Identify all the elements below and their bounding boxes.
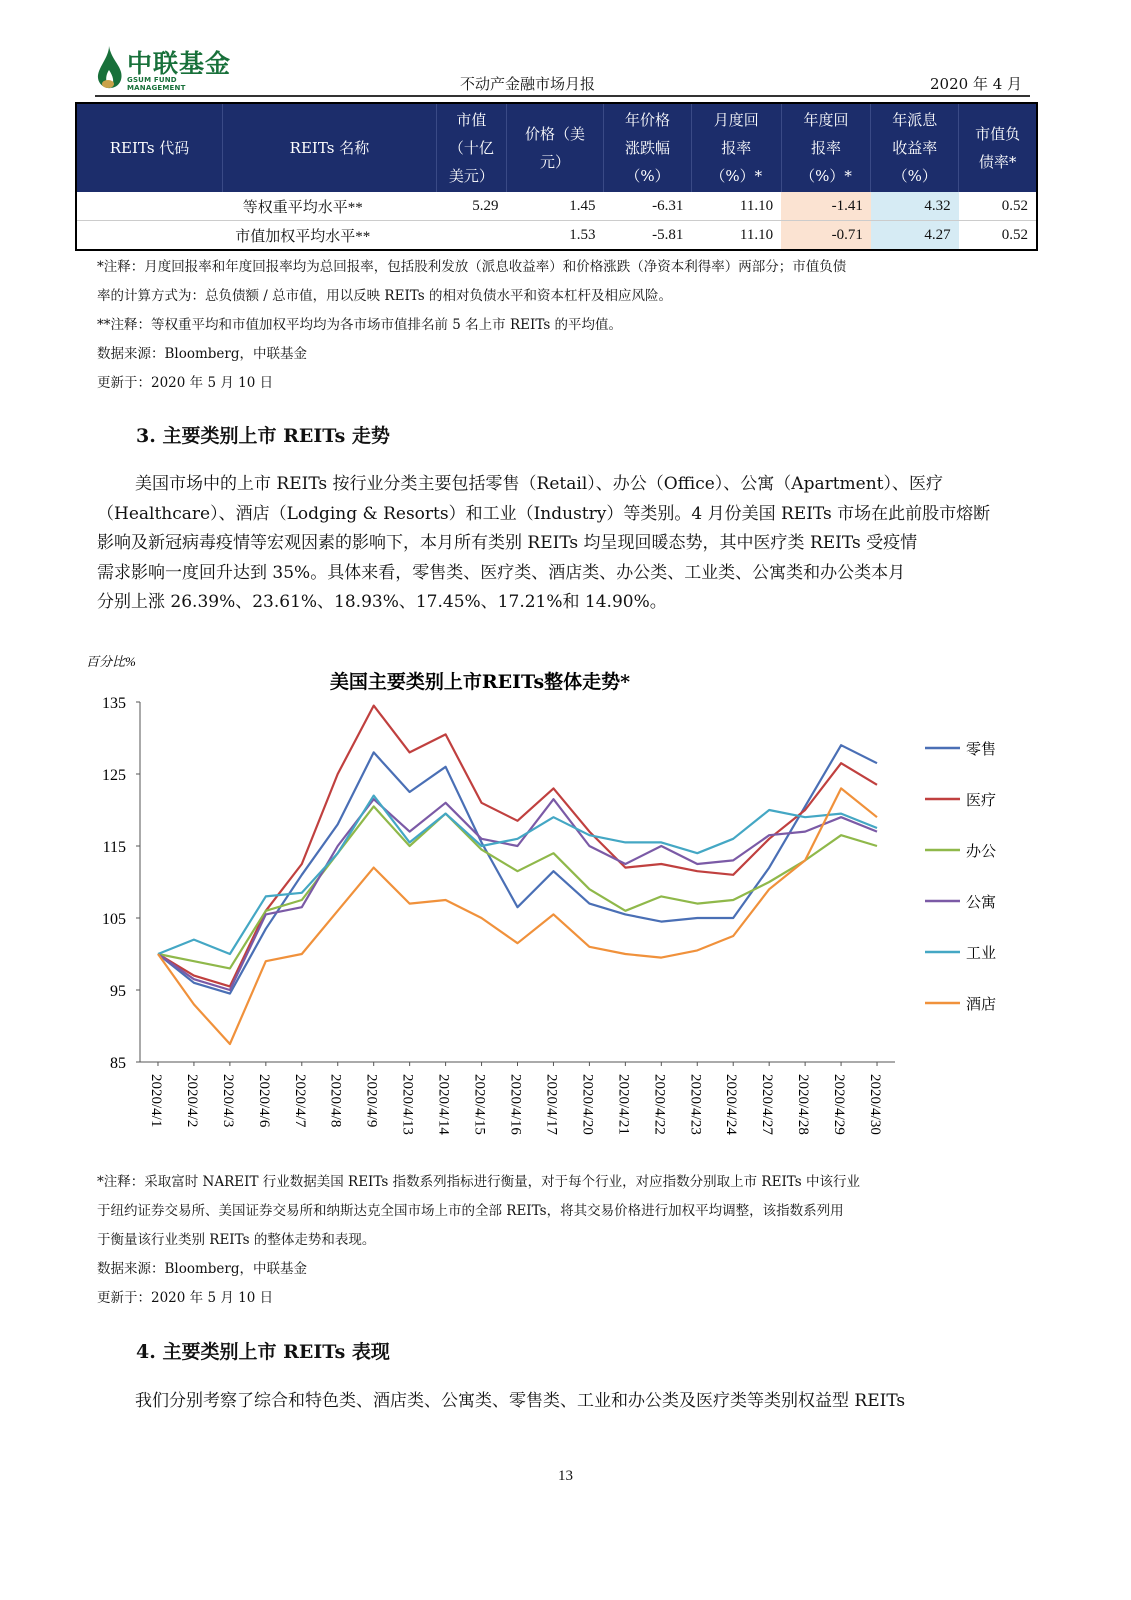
col-header-code: REITs 代码	[76, 103, 223, 192]
x-tick-label: 2020/4/24	[723, 1074, 740, 1135]
y-tick-label: 85	[110, 1055, 126, 1072]
x-tick-label: 2020/4/17	[543, 1074, 560, 1135]
chart-legend	[925, 740, 996, 1013]
col-header-mcap: 市值 （十亿 美元）	[436, 103, 506, 192]
col-header-price: 价格（美 元）	[506, 103, 603, 192]
updated-date: 更新于：2020 年 5 月 10 日	[97, 375, 274, 391]
x-tick-label: 2020/4/29	[831, 1074, 848, 1135]
x-tick-label: 2020/4/23	[687, 1074, 704, 1135]
col-header-debt: 市值负 债率*	[959, 103, 1037, 192]
chart-note: *注释：采取富时 NAREIT 行业数据美国 REITs 指数系列指标进行衡量，对于每个行业，对应指数分别取上市 REITs 中该行业 于纽约证券交易所、美国证券交易所和纳斯达克全国市场上市的全部 REITs，将其交易价格进行加权平均调整，该指数系列用 于衡量该行业类别 REITs 的整体走势和表现。 数据来源：Bloomberg，中联基金 更新于：2020 年 5 月 10 日	[97, 1168, 1027, 1313]
y-tick-label: 105	[102, 911, 126, 928]
para-line: 影响及新冠病毒疫情等宏观因素的影响下，本月所有类别 REITs 均呈现回暖态势，其中医疗类 REITs 受疫情	[97, 533, 918, 553]
chart-series	[158, 706, 877, 1044]
data-source: 数据来源：Bloomberg，中联基金	[97, 346, 308, 362]
cell-debt: 0.52	[959, 192, 1037, 221]
para-line: 分别上涨 26.39%、23.61%、18.93%、17.45%、17.21%和 14.90%。	[97, 592, 667, 612]
col-header-name: REITs 名称	[223, 103, 437, 192]
x-tick-label: 2020/4/9	[363, 1074, 380, 1128]
cell-debt: 0.52	[1001, 226, 1028, 243]
x-tick-label: 2020/4/22	[651, 1074, 668, 1135]
x-tick-label: 2020/4/8	[327, 1074, 344, 1128]
x-tick-label: 2020/4/3	[219, 1074, 236, 1128]
cell-annual: -0.71	[781, 221, 871, 251]
cell-yield: 4.32	[871, 192, 959, 221]
legend-label: 工业	[966, 944, 997, 962]
para-line: （Healthcare）、酒店（Lodging & Resorts）和工业（Industry）等类别。4 月份美国 REITs 市场在此前股市熔断	[97, 503, 991, 524]
table-row	[76, 192, 1037, 221]
x-tick-label: 2020/4/27	[759, 1074, 776, 1135]
updated-date: 更新于：2020 年 5 月 10 日	[97, 1290, 274, 1306]
cell-price: 1.45	[506, 192, 603, 221]
x-tick-label: 2020/4/7	[291, 1074, 308, 1128]
section-3-heading: 3. 主要类别上市 REITs 走势	[136, 425, 390, 447]
x-tick-label: 2020/4/1	[147, 1074, 164, 1128]
reits-trend-chart	[80, 650, 1040, 1170]
legend-label: 零售	[966, 740, 997, 758]
y-axis-label: 百分比%	[86, 654, 136, 669]
x-tick-label: 2020/4/28	[795, 1074, 812, 1135]
section-3-paragraph	[97, 470, 1017, 618]
col-header-annual: 年度回 报率 （%）*	[781, 103, 871, 192]
chart-axes	[102, 695, 895, 1135]
x-tick-label: 2020/4/15	[471, 1074, 488, 1135]
table-note-1: *注释：月度回报率和年度回报率均为总回报率，包括股利发放（派息收益率）和价格涨跌（净资本利得率）两部分；市值负债 率的计算方式为：总负债额 / 总市值，用以反映 REITs 的相对负债水平和资本杠杆及相应风险。 **注释：等权重平均和市值加权平均均为各市场市值排名前 5 名上市 REITs 的平均值。 数据来源：Bloomberg，中联基金 更新于：2020 年 5 月 10 日	[97, 253, 1027, 398]
para-line: 美国市场中的上市 REITs 按行业分类主要包括零售（Retail）、办公（Office）、公寓（Apartment）、医疗	[135, 474, 944, 494]
col-header-yield: 年派息 收益率 （%）	[871, 103, 959, 192]
section-4-heading: 4. 主要类别上市 REITs 表现	[136, 1341, 390, 1363]
legend-label: 酒店	[966, 995, 997, 1013]
x-tick-label: 2020/4/2	[183, 1074, 200, 1128]
y-tick-label: 125	[102, 767, 126, 784]
chart-title: 美国主要类别上市REITs整体走势*	[329, 671, 631, 693]
col-header-monthly: 月度回 报率 （%）*	[691, 103, 781, 192]
report-title: 不动产金融市场月报	[460, 75, 596, 93]
legend-label: 办公	[966, 842, 997, 860]
cell-annual: -1.41	[781, 192, 871, 221]
row-name: 市值加权平均水平**	[235, 228, 371, 245]
cell-mcap	[436, 221, 506, 251]
reits-summary-table	[75, 102, 1038, 251]
y-tick-label: 115	[102, 839, 126, 856]
x-tick-label: 2020/4/20	[579, 1074, 596, 1135]
legend-label: 医疗	[966, 791, 997, 809]
table-header-row	[76, 103, 1037, 192]
data-source: 数据来源：Bloomberg，中联基金	[97, 1261, 308, 1277]
section-4-paragraph: 我们分别考察了综合和特色类、酒店类、公寓类、零售类、工业和办公类及医疗类等类别权益型 REITs	[135, 1391, 906, 1411]
x-tick-label: 2020/4/30	[867, 1074, 884, 1135]
cell-mcap: 5.29	[436, 192, 506, 221]
row-name: 等权重平均水平**	[76, 192, 436, 221]
table-row	[76, 221, 1037, 251]
page-number: 13	[558, 1468, 573, 1484]
logo-text: 中联基金	[127, 49, 232, 78]
cell-price: 1.53	[569, 226, 596, 243]
x-tick-label: 2020/4/13	[399, 1074, 416, 1135]
y-tick-label: 135	[102, 695, 126, 712]
x-tick-label: 2020/4/21	[615, 1074, 632, 1135]
x-tick-label: 2020/4/14	[435, 1074, 452, 1135]
logo-drop-icon	[95, 44, 125, 90]
cell-monthly: 11.10	[739, 226, 774, 243]
legend-label: 公寓	[966, 893, 997, 911]
chart-canvas	[80, 650, 1040, 1170]
report-date: 2020 年 4 月	[930, 75, 1023, 93]
x-tick-label: 2020/4/6	[255, 1074, 272, 1128]
cell-yoy: -5.81	[652, 226, 684, 243]
para-line: 需求影响一度回升达到 35%。具体来看，零售类、医疗类、酒店类、办公类、工业类、公寓类和办公类本月	[97, 562, 906, 583]
table-note-2: **注释：等权重平均和市值加权平均均为各市场市值排名前 5 名上市 REITs 的平均值。	[97, 317, 623, 333]
header-divider	[95, 95, 1030, 97]
cell-monthly: 11.10	[691, 192, 781, 221]
cell-yield: 4.27	[871, 221, 959, 251]
col-header-yoy: 年价格 涨跌幅 （%）	[604, 103, 692, 192]
x-tick-label: 2020/4/16	[507, 1074, 524, 1135]
cell-yoy: -6.31	[604, 192, 692, 221]
logo-subtext: GSUM FUND MANAGEMENT	[127, 76, 186, 92]
series-line-0	[158, 745, 877, 993]
company-logo	[95, 44, 235, 90]
y-tick-label: 95	[110, 983, 126, 1000]
